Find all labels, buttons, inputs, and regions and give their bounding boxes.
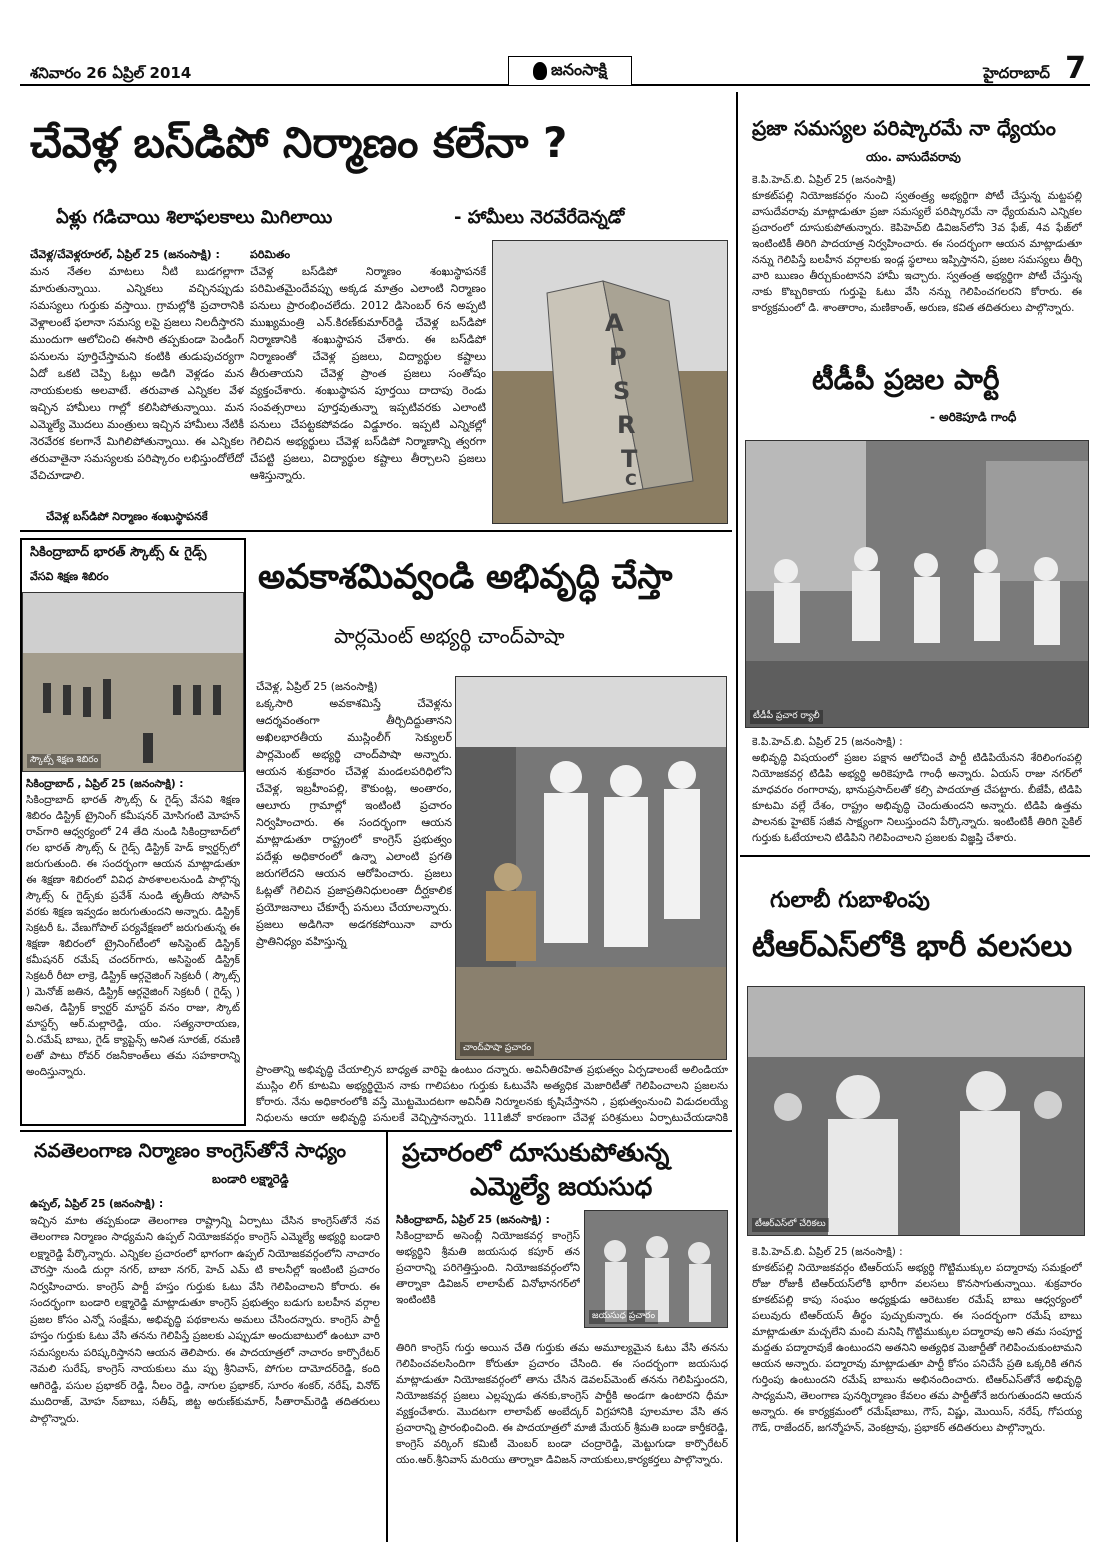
- scouts-sub: వేసవి శిక్షణ శిబిరం: [30, 570, 109, 583]
- uppal-text: ఇచ్చిన మాట తప్పకుండా తెలంగాణ రాష్ట్రాన్ని ఏర్పాటు చేసిన కాంగ్రెస్‌తోనే నవ తెలంగాణ నిర్మాణం సాధ్యమని ఉప్పల్ నియోజకవర్గం కాంగ్రెస్ ఎమ్మెల్యే అభ్యర్థి బండారి లక్ష్మారెడ్డి పేర్కొన్నారు. ఎన్నికల ప్రచారంలో భాగంగా ఉప్పల్ నియోజకవర్గంలోని నాచారం చౌరస్తా నుండి దుర్గా నగర్, బాబా నగర్, హెచ్ ఎమ్ టి కాలనీల్లో ఇంటింటి ప్రచారం నిర్వహించారు. కాంగ్రెస్ పార్టీ హస్తం గుర్తుకు ఓటు వేసి గెలిపించాలని కోరారు. ఈ సందర్భంగా బండారి లక్ష్మారెడ్డి మాట్లాడుతూ కాంగ్రెస్ ప్రభుత్వం బడుగు బలహీన వర్గాల ప్రజల కోసం ఎన్నో సంక్షేమ, అభివృద్ధి పథకాలను అమలు చేసిందన్నారు. కాంగ్రెస్ పార్టీ హస్తం గుర్తుకు ఓటు వేసి తనను గెలిపిస్తే ప్రజలకు ఎప్పుడూ అందుబాటులో ఉంటూ వారి సమస్యలను పరిష్కరిస్తానని ఆయన తెలిపారు. ఈ పాదయాత్రలో నాచారం కార్పొరేటర్ నెమలి సురేష్, కాంగ్రెస్ నాయకులు ము ప్పు శ్రీనివాస్, పోగుల దామోదర్‌రెడ్డి, కంది ఆగిరెడ్డి, పసుల ప్రభాకర్ రెడ్డి, నీలం రెడ్డి, నాగుల ప్రభాకర్, సూరం శంకర్, నరేష్, వినోద్ ముదిరాజ్, మోహ న్‌బాబు, సతీష్, జిట్ట అరుణ్‌కుమార్, సీతారామ్‌రెడ్డి తదితరులు పాల్గొన్నారు.: [30, 1214, 380, 1425]
- jayasudha-photo: [584, 1210, 728, 1328]
- jayasudha-text-1: సికింద్రాబాద్ అసెంబ్లీ నియోజకవర్గ కాంగ్రెస్ అభ్యర్థిని శ్రీమతి జయసుధ కపూర్ తన ప్రచారాన్ని పరిగెత్తిస్తుంది. నియోజకవర్గంలోని తార్నాకా డివిజన్ లాలాపేట్ వినోభానగర్‌లో ఇంటింటికి: [396, 1230, 580, 1306]
- center-headline: అవకాశమివ్వండి అభివృద్ధి చేస్తా: [258, 557, 673, 597]
- scouts-body: [26, 776, 240, 1122]
- page-number: 7: [1065, 51, 1086, 86]
- right2-photo-caption: టీడీపీ ప్రచార ర్యాలీ: [750, 710, 823, 724]
- column-divider: [386, 1130, 388, 1542]
- center-text-2: ప్రాంతాన్ని అభివృద్ధి చేయాల్సిన బాధ్యత వారిపై ఉంటుం దన్నారు. అవినీతిరహిత ప్రభుత్వం ఏర్పడాలంటే అలిండియా ముస్లిం లిగ్ కూటమి అభ్యర్థియైన నాకు గాలిపటం గుర్తుకు ఓటువేసి అత్యధిక మెజారిటీతో గెలిపించాలని ప్రజలను కోరారు. నేను అధికారంలోకి వస్తే మొట్టమొదటగా అవినీతి నిర్మూలనకు కృషిచేస్తానని , ప్రభుత్వంనుంచి విడుదలయ్యే నిధులను ఆయా అభివృద్ధి పనులకే వెచ్చిస్తానన్నారు. 111జీవో కారణంగా చేవెళ్ల పరిశ్రమలు ఏర్పాటుచేయడానికి: [256, 1064, 728, 1124]
- right1-headline: ప్రజా సమస్యల పరిష్కారమే నా ధ్యేయం: [752, 116, 1056, 140]
- story1-photo-apsrtc-pillar: [492, 240, 728, 524]
- right2-dateline: కె.పి.హెచ్.బి. ఏప్రిల్ 25 (జనంసాక్షి) :: [752, 736, 903, 748]
- center-column-1: [256, 678, 452, 1068]
- svg-text:C: C: [625, 470, 637, 489]
- story1-text-2: చేవెళ్ల బస్‌డిపో నిర్మాణం శంఖుస్థాపనకే పరిమితమైందేవప్పు అక్కడ మాత్రం ఎలాంటి నిర్మాణం పనులు ప్రారంభించలేదు. 2012 డిసెంబర్ 6న అప్పటి ముఖ్యమంత్రి ఎన్.కిరణ్‌కుమార్‌రెడ్డి చేవెళ్ల బస్‌డిపో నిర్మాణానికి శంఖుస్థాపన చేశారు. ఈ బస్‌డిపో నిర్మాణంతో చేవెళ్ల ప్రజలు, విద్యార్థుల కష్టాలు తీరుతాయని చేవెళ్ల ప్రాంత ప్రజలు సంతోషం వ్యక్తంచేశారు. శంఖుస్థాపన పూర్తయి దాదాపు రెండు సంవత్సరాలు పూర్తవుతున్నా ఇప్పటివరకు ఎలాంటి పనులు చేపట్టకపోవడం విడ్డూరం. ఇప్పటి ఎన్నికల్లో గెలిచిన అభ్యర్థులు చేవెళ్ల బస్‌డిపో నిర్మాణాన్ని త్వరగా చేపట్టి ప్రజలు, విద్యార్థుల కష్టాలు తీర్చాలని ప్రజలు ఆశిస్తున్నారు.: [250, 265, 486, 482]
- right2-byline: - అరికెపూడి గాంధీ: [930, 410, 1017, 424]
- scouts-text: సికింద్రాబాద్ భారత్ స్కౌట్స్ & గైడ్స్ వేసవి శిక్షణ శిబిరం డిస్ట్రిక్ ట్రైనింగ్ కమీషనర్ మోసిగంటి మోహన్ రావ్‌గారి ఆధ్వర్యంలో 24 తేది నుండి సికింద్రాబాద్‌లో గల భారత్ స్కౌట్స్ & గైడ్స్ డిస్ట్రిక్ హెడ్ క్వార్టర్స్‌లో జరుగుతుంది. ఈ సందర్భంగా ఆయన మాట్లాడుతూ ఈ శిక్షణా శిబిరంలో వివిధ పాఠశాలలనుండి పాల్గొన్న స్కౌట్స్ & గైడ్స్‌కు ప్రవేశ్ నుండి తృతీయ సోపాన్ వరకు శిక్షణ ఇవ్వడం జరుగుతుందని అన్నారు. డిస్ట్రిక్ సెక్రటరీ ఓ. వేణుగోపాల్ పర్యవేక్షణలో జరుగుతున్న ఈ శిక్షణా శిబిరంలో ట్రైనింగ్‌టీంలో అసిస్టెంట్ డిస్ట్రిక్ కమీషనర్ రమేష్ చందర్‌గారు, అసిస్టెంట్ డిస్ట్రిక్ సెక్రటరీ రీటా లాక్రె, డిస్ట్రిక్ ఆర్గనైజింగ్ సెక్రటరీ ( స్కౌట్స్ ) మెనోజ్ జతిన, డిస్ట్రిక్ ఆర్గనైజింగ్ సెక్రటరీ ( గైడ్స్ ) అనిత, డిస్ట్రిక్ క్వార్టర్ మాస్టర్ వనం రాజు, స్కౌట్ మాస్టర్స్ ఆర్.మల్లారెడ్డి, యం. సత్యనారాయణ, ఏ.రమేష్ బాబు, గైడ్ క్యాప్టెన్స్ అనిత సూరజ్, రమణి లతో పాటు రోవర్ రజనీకాంత్‌లు తమ సహకారాన్ని అందిస్తున్నారు.: [26, 794, 240, 1078]
- story1-jump-line: చేవెళ్ల బస్‌డిపో నిర్మాణం శంఖుస్థాపనకే: [46, 510, 208, 523]
- svg-text:T: T: [621, 445, 638, 473]
- uppal-dateline: ఉప్పల్, ఏప్రిల్ 25 (జనంసాక్షి) :: [30, 1198, 164, 1210]
- center-photo-campaign: [455, 676, 727, 1060]
- pillar-illustration: [493, 241, 728, 524]
- scouts-illustration: [23, 593, 244, 772]
- right2-text: అభివృద్ధి విషయంలో ప్రజల పక్షాన ఆలోచించే పార్టీ టిడిపియేనని శేరిలింగంపల్లి నియోజకవర్గ టిడిపి అభ్యర్థి అరికెపూడి గాంధీ అన్నారు. ఏయస్ రాజు నగర్‌లో మాధవరం రంగారావు, భానుప్రసాద్‌లతో కల్సి పాదయాత్ర చేపట్టారు. బీజేపీ, టిడిపి కూటమి వల్లే దేశం, రాష్ట్రం అభివృద్ధి చెందుతుందని అన్నారు. టిడిపి ఉత్తమ పాలనకు హైటెక్ సజీవ సాక్ష్యంగా నిలుస్తుందని పేర్కొన్నారు. ఇంటింటికీ తిరిగి సైకిల్ గుర్తుకు ఓటేయాలని టిడిపిని గెలిపించాలని ప్రజలకు విజ్ఞప్తి చేశారు.: [752, 752, 1082, 844]
- right1-byline: యం. వాసుదేవరావు: [866, 150, 961, 164]
- story1-dateline: చేవెళ్ల/చేవెళ్లరూరల్, ఏప్రిల్ 25 (జనంసాక్షి) :: [30, 248, 220, 261]
- story1-column-2: [250, 246, 486, 518]
- center-dateline: చేవెళ్ల, ఏప్రిల్ 25 (జనంసాక్షి): [256, 680, 378, 693]
- jayasudha-column-wide: [396, 1340, 728, 1540]
- right3-photo-caption: టీఆర్‌ఎస్‌లో చేరికలు: [752, 1218, 829, 1232]
- center-sub: పార్లమెంట్ అభ్యర్థి చాంద్‌పాషా: [334, 624, 565, 648]
- story1-subhead-left: ఏళ్లు గడిచాయి శిలాఫలకాలు మిగిలాయి: [56, 207, 333, 228]
- logo-icon: [533, 62, 547, 80]
- right3-kicker: గులాబీ గుబాళింపు: [770, 888, 930, 913]
- right1-dateline: కె.పి.హెచ్.బి. ఏప్రిల్ 25 (జనంసాక్షి): [752, 174, 896, 186]
- section-divider: [740, 855, 1090, 857]
- jayasudha-headline-1: ప్రచారంలో దూసుకుపోతున్న: [402, 1138, 670, 1167]
- uppal-body: [30, 1196, 380, 1540]
- issue-date: శనివారం 26 ఏప్రిల్ 2014: [30, 64, 192, 82]
- campaign-illustration: [456, 677, 727, 1060]
- section-divider: [20, 1130, 732, 1132]
- right1-text: కూకట్‌పల్లి నియోజకవర్గం నుంచి స్వతంత్ర్య అభ్యర్థిగా పోటీ చేస్తున్న మట్టపల్లి వాసుదేవరావు మాట్లాడుతూ ప్రజా సమస్యలే పరిష్కారమే నా ధ్యేయమని ఎన్నికల ప్రచారంలో దూసుకుపోతున్నారు. కెపిహెచ్‌బి డివిజన్‌లోని 3వ ఫేజ్, 4వ ఫేజ్‌లో ఇంటింటికీ తిరిగి పాదయాత్ర నిర్వహించారు. ఈ సందర్భంగా ఆయన మాట్లాడుతూ నన్ను గెలిపిస్తే బలహీన వర్గాలకు ఇండ్ల స్థలాలు ఇప్పిస్తానని, ప్రజల సమస్యలు తీర్చి వారి ఋణం తీర్చుకుంటానని హామీ ఇచ్చారు. స్వతంత్ర అభ్యర్థిగా పోటీ చేస్తున్న నాకు కొబ్బరికాయ గుర్తుపై ఓటు వేసి నన్ను గెలిపించగలరని కోరారు. ఈ కార్యక్రమంలో డి. శాంతారాం, మణికాంత్, అరుణ, కవిత తదితరులు పాల్గొన్నారు.: [752, 190, 1082, 314]
- jayasudha-text-2: తిరిగి కాంగ్రెస్ గుర్తు అయిన చేతి గుర్తుకు తమ అమూల్యమైన ఓటు వేసి తనను గెలిపించవలసిందిగా కోరుతూ ప్రచారం చేసింది. ఈ సందర్భంగా జయసుధ మాట్లాడుతూ నియోజకవర్గంలో తాను చేసిన డెవలప్‌మెంట్ తనను గెలిపిస్తుందని, నియోజకవర్గ ప్రజలు ఎల్లప్పుడు తనకు,కాంగ్రెస్ పార్టీకి అండగా ఉంటారని ధీమా వ్యక్తంచేశారు. మొదటగా లాలాపేట్ అంబేద్కర్ విగ్రహానికి పూలమాల వేసి తన ప్రచారాన్ని ప్రారంభించింది. ఈ పాదయాత్రలో మాజీ మేయర్ శ్రీమతి బండా కార్తీకరెడ్డి, కాంగ్రెస్ వర్కింగ్ కమిటీ మెంబర్ బండా చంద్రారెడ్డి, మెట్టుగుడా కార్పొరేటర్ యం.ఆర్.శ్రీనివాస్ మరియు తార్నాకా డివిజన్ నాయకులు,కార్యకర్తలు పాల్గొన్నారు.: [396, 1342, 728, 1466]
- story1-subhead-right: - హామీలు నెరవేరేదెన్నడో: [454, 207, 625, 228]
- svg-text:P: P: [609, 343, 627, 371]
- right3-headline: టీఆర్‌ఎస్‌లోకి భారీ వలసలు: [752, 929, 1073, 964]
- scouts-photo: [22, 592, 244, 772]
- right2-body: [752, 734, 1082, 852]
- svg-text:R: R: [617, 411, 636, 439]
- center-text-1: ఒక్కసారి అవకాశమిస్తే చేవెళ్లను ఆదర్శవంతంగా తీర్చిదిద్దుతానని అఖిలభారతీయ ముస్లింలీగ్ సెక్యులర్ పార్లమెంట్ అభ్యర్థి చాంద్‌పాషా అన్నారు. ఆయన శుక్రవారం చేవెళ్ల మండలపరిధిలోని చేవెళ్ల, ఇబ్రహీంపల్లి, కౌకుంట్ల, అంతారం, ఆలూరు గ్రామాల్లో ఇంటింటి ప్రచారం నిర్వహించారు. ఈ సందర్భంగా ఆయన మాట్లాడుతూ రాష్ట్రంలో కాంగ్రెస్ ప్రభుత్వం పదేళ్లు అధికారంలో ఉన్నా ఎలాంటి ప్రగతి జరుగలేదని ఆయన ఆరోపించారు. ప్రజలు ఓట్లతో గెలిచిన ప్రజాప్రతినిధులంతా దీర్ఘకాలిక ప్రయోజనాలు చేకూర్చే పనులు చేయాలన్నారు. ప్రజలు అడిగినా అడగకపోయినా వారు ప్రాతినిధ్యం వహిస్తున్న: [256, 697, 452, 948]
- right1-body: [752, 172, 1082, 348]
- joining-illustration: [748, 987, 1085, 1236]
- uppal-headline: నవతెలంగాణ నిర్మాణం కాంగ్రెస్‌తోనే సాధ్యం: [34, 1140, 347, 1162]
- paper-name: జనంసాక్షి: [551, 59, 607, 79]
- right3-photo-joining: [747, 986, 1085, 1236]
- center-column-wide: [256, 1062, 728, 1126]
- right2-photo-rally: [745, 440, 1089, 728]
- rally-illustration: [746, 441, 1089, 728]
- masthead: [20, 52, 1090, 86]
- right3-text: కూకట్‌పల్లి నియోజకవర్గం టిఆర్‌యస్ అభ్యర్థి గొట్టిముక్కుల పద్మారావు సమక్షంలో రోజు రోజుకీ టిఆర్‌యస్‌లోకి భారీగా వలసలు కొనసాగుతున్నాయి. శుక్రవారం కూకట్‌పల్లి కాపు సంఘం అధ్యక్షుడు ఆరెటుకల రమేష్ బాబు ఆధ్వర్యంలో పలువురు టిఆర్‌యస్ తీర్థం పుచ్చుకున్నారు. ఈ సందర్భంగా రమేష్ బాబు మాట్లాడుతూ మచ్చలేని మంచి మనిషి గొట్టిముక్కుల పద్మారావు అని తమ సంపూర్ణ మద్దతు పద్మారావుకే ఉంటుందని అతనిని అత్యధిక మెజార్టీతో గెలిపించుకుంటామని ఆయన అన్నారు. పద్మారావు మాట్లాడుతూ పార్టీ కోసం పనిచేసే ప్రతి ఒక్కరికి తగిన గుర్తింపు ఉంటుందని రమేష్ బాబును అభినందించారు. టిఆర్‌ఎస్‌తోనే అభివృద్ధి సాధ్యమని, తెలంగాణ పునర్నిర్మాణం కేవలం తమ పార్టీతోనే జరుగుతుందని ఆయన అన్నారు. ఈ కార్యక్రమంలో రమేష్‌బాబు, గౌస్, విష్ణు, మొయిస్, నరేష్, గోపయ్య గౌడ్, రాజేందర్, జగన్మోహన్, వెంకట్రావు, ప్రభాకర్ తదితరులు పాల్గొన్నారు.: [752, 1262, 1082, 1434]
- center-photo-caption: చాంద్‌పాషా ప్రచారం: [460, 1042, 534, 1056]
- right3-body: [752, 1244, 1082, 1540]
- edition-city: హైదరాబాద్: [983, 64, 1050, 82]
- right2-headline: టీడీపీ ప్రజల పార్టీ: [812, 363, 1000, 396]
- scouts-headline: సికింద్రాబాద్ భారత్ స్కౌట్స్ & గైడ్స్: [30, 545, 207, 560]
- right3-dateline: కె.పి.హెచ్.బి. ఏప్రిల్ 25 (జనంసాక్షి) :: [752, 1246, 903, 1258]
- scouts-dateline: సికింద్రాబాద్ , ఏప్రిల్ 25 (జనంసాక్షి) :: [26, 778, 184, 790]
- scouts-photo-caption: స్కౌట్స్ శిక్షణ శిబిరం: [27, 754, 101, 768]
- jayasudha-dateline: సికింద్రాబాద్, ఏప్రిల్ 25 (జనంసాక్షి) :: [396, 1214, 550, 1226]
- uppal-byline: బండారి లక్ష్మారెడ్డి: [212, 1172, 289, 1186]
- section-divider: [20, 530, 732, 532]
- story1-text-1: మన నేతల మాటలు నీటి బుడగల్లాగా మారుతున్నాయి. ఎన్నికలు వచ్చినప్పుడు సమస్యలు గుర్తుకు వస్తాయి. గ్రామల్లోకి ప్రచారానికి వెళ్లాలంటే ఫలానా సమస్య లపై ప్రజలు నిలదీస్తారని ముందుగా ఆలోచించి ఈసారి తప్పకుండా పెండింగ్ పనులను పూర్తిచేస్తామని కంటికి తుడుపుచర్యగా ఏదో ఒకటి చెప్పి ఓట్లు అడిగి వెళ్లడం మన నాయకులకు అలవాటే. తరువాత ఎన్నికల వేళ ఇచ్చిన హామీలు గాల్లో కలిసిపోతున్నాయి. మన ఎమ్మెల్యే మొదలు మంత్రులు ఇచ్చిన హామీలు నేటికీ నెరవేరక కలగానే మిగిలిపోతున్నాయి. ఈ ఎన్నికల తరువాతైనా సమస్యలకు పరిష్కారం లభిస్తుందోలేదో వేచిచూడాలి.: [30, 265, 244, 482]
- jayasudha-headline-2: ఎమ్మెల్యే జయసుధ: [470, 1172, 653, 1201]
- paper-logo: [508, 56, 632, 86]
- column-divider: [736, 92, 738, 1542]
- story1-column-1: [30, 246, 244, 518]
- jayasudha-photo-caption: జయసుధ ప్రచారం: [589, 1310, 658, 1324]
- svg-text:S: S: [613, 377, 631, 405]
- story1-crosshead: పరిమితం: [250, 248, 291, 261]
- scouts-box: [20, 538, 246, 1126]
- story1-headline: చేవెళ్ల బస్‌డిపో నిర్మాణం కలేనా ?: [30, 118, 568, 167]
- svg-text:A: A: [605, 309, 624, 337]
